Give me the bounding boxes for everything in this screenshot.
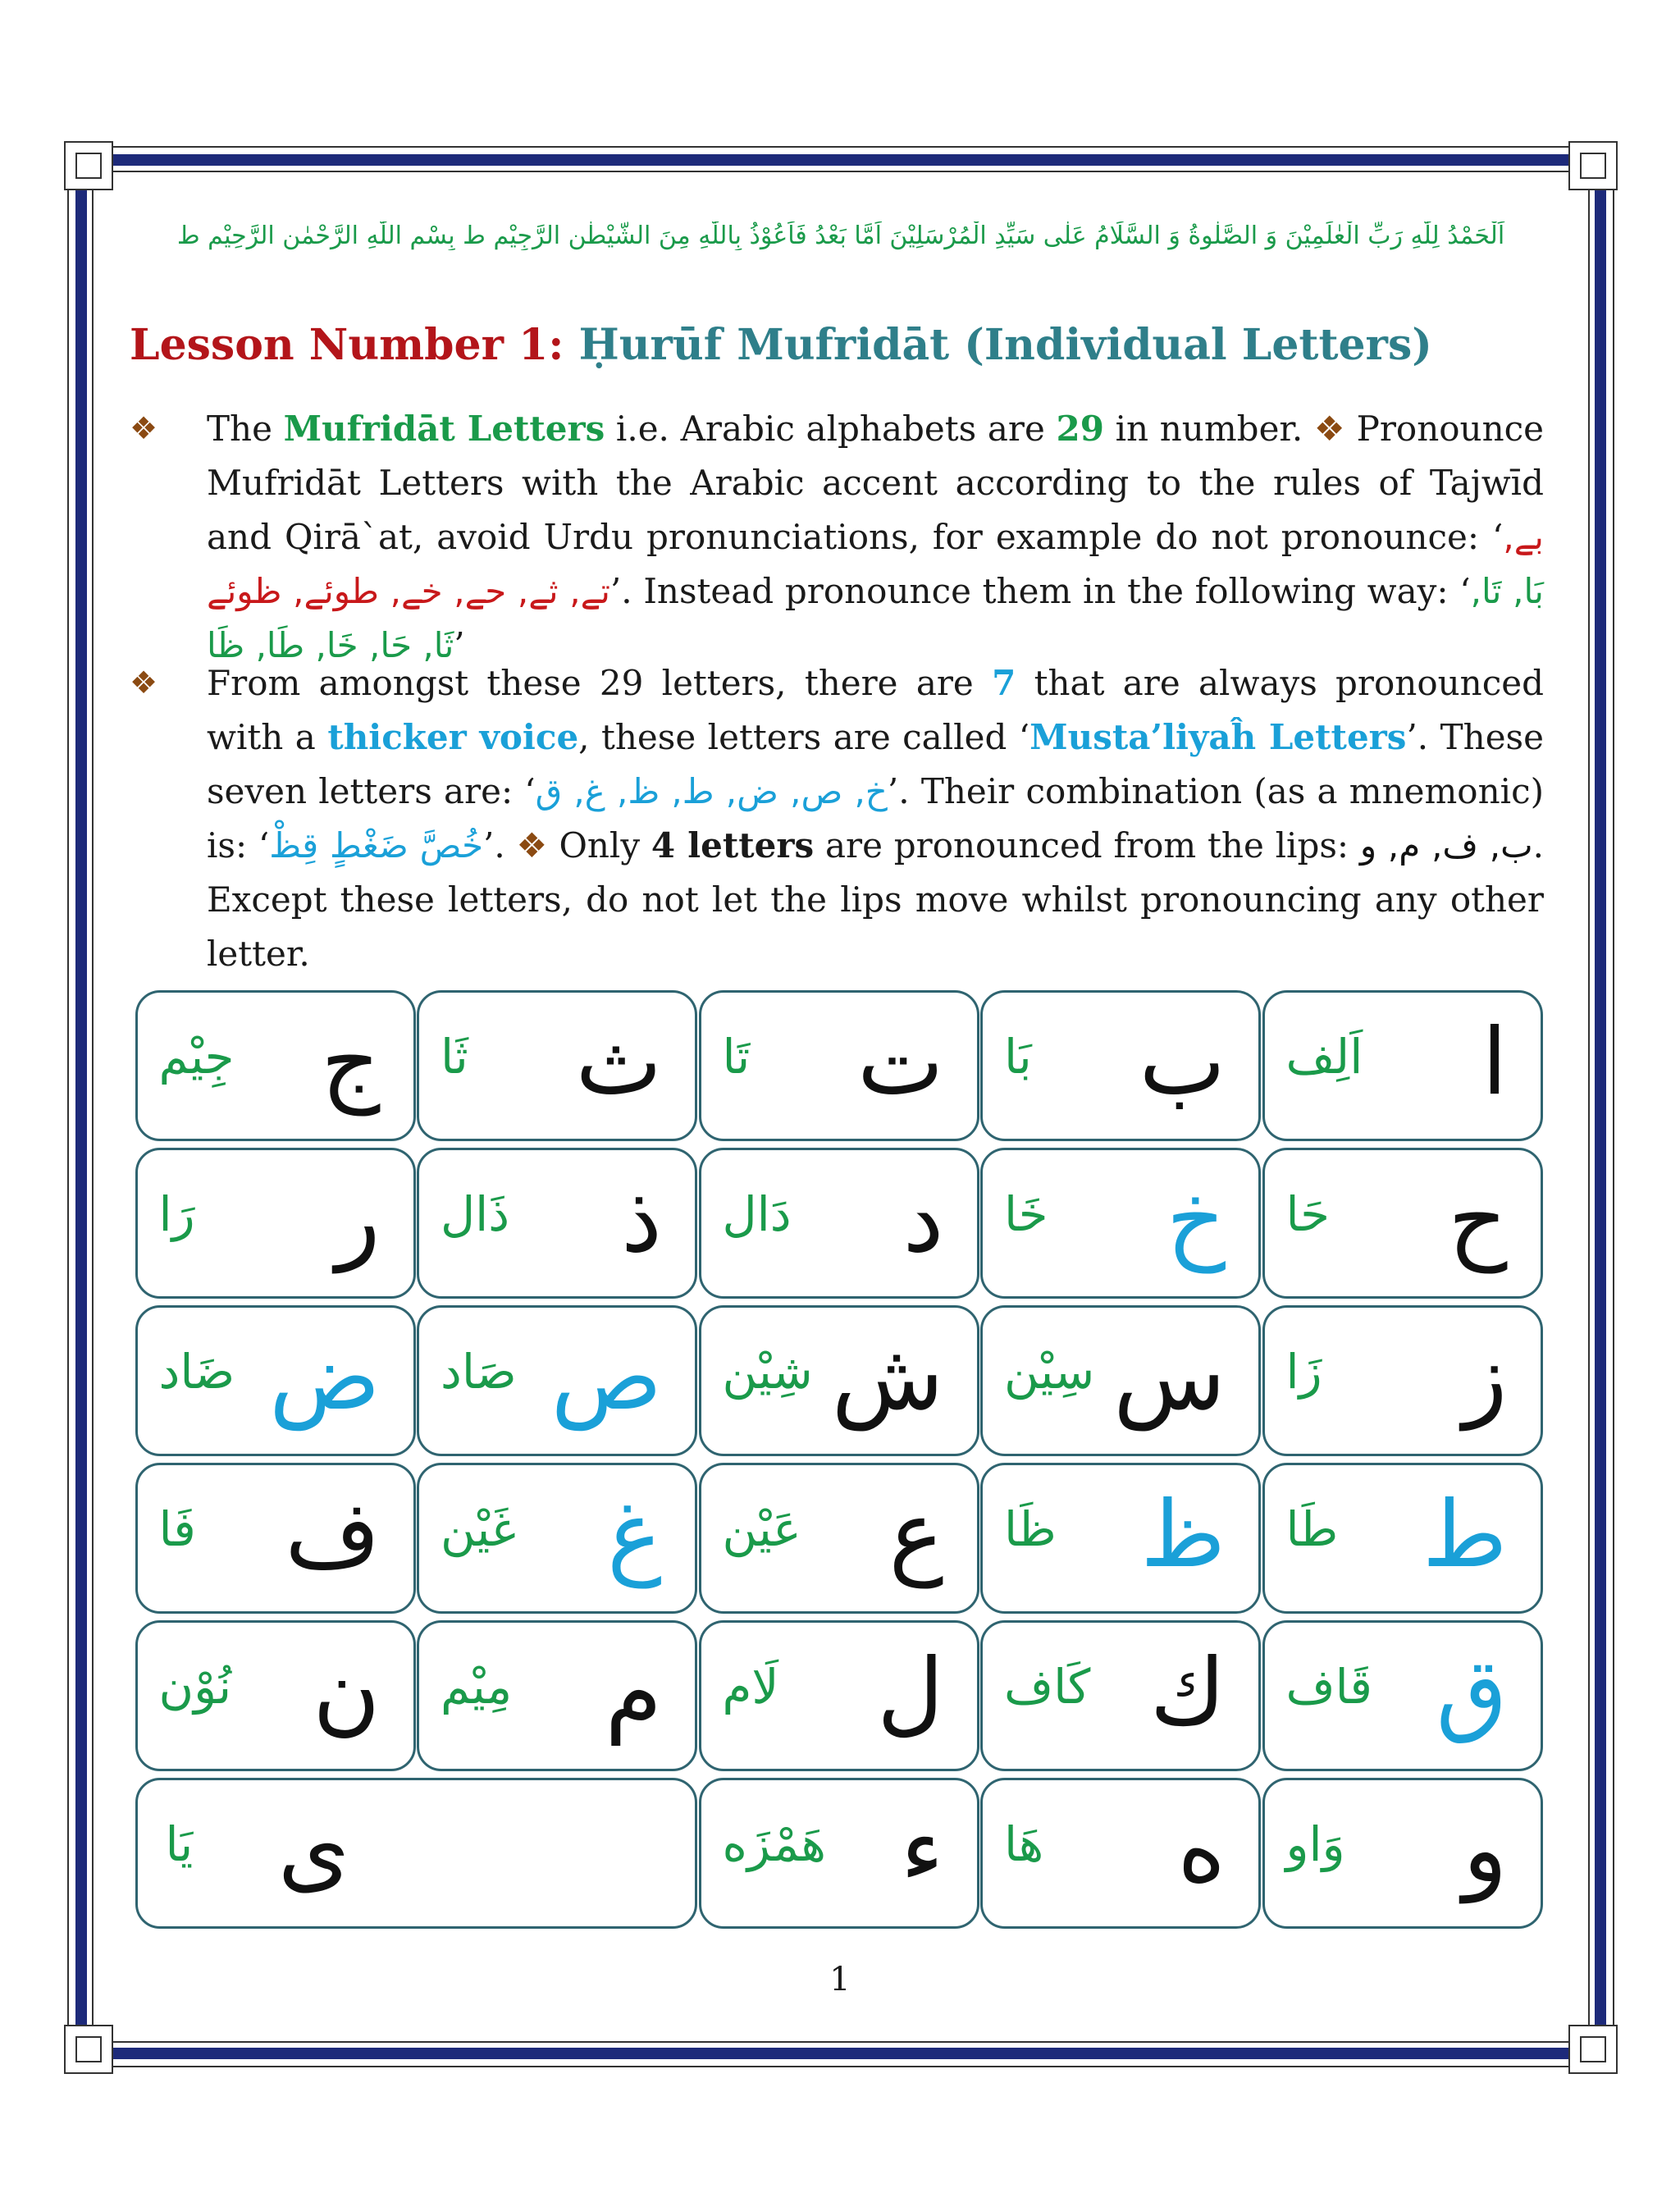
letter-glyph: ن	[313, 1639, 381, 1746]
page-title	[130, 320, 1432, 370]
letter-glyph: ع	[888, 1482, 944, 1588]
letter-glyph: خ	[1166, 1167, 1226, 1273]
letter-card	[980, 1778, 1261, 1929]
letter-name: طَا	[1285, 1501, 1339, 1557]
corner-ornament	[1568, 2025, 1618, 2074]
letter-glyph: ر	[336, 1167, 381, 1273]
letter-glyph: ف	[285, 1482, 381, 1588]
letter-glyph: ت	[857, 1009, 944, 1116]
page-number: 1	[829, 1961, 851, 1998]
letter-glyph: ض	[269, 1324, 381, 1431]
letter-glyph: د	[902, 1167, 944, 1273]
letter-name: ضَاد	[158, 1344, 235, 1400]
letter-card	[135, 1463, 416, 1614]
letter-glyph: ه	[1177, 1797, 1226, 1903]
letter-glyph: غ	[607, 1482, 662, 1588]
letter-glyph: ق	[1436, 1639, 1508, 1746]
letter-card	[980, 1305, 1261, 1456]
letter-name: بَا	[1004, 1029, 1032, 1085]
letter-name: زَا	[1285, 1344, 1322, 1400]
letter-card	[135, 1778, 697, 1929]
letter-name: قَاف	[1285, 1659, 1373, 1715]
letter-card	[1262, 1463, 1543, 1614]
letter-name: صَاد	[441, 1344, 517, 1400]
letter-name: ذَال	[441, 1186, 510, 1242]
letter-card	[417, 1305, 697, 1456]
letter-card	[417, 1620, 697, 1771]
paragraph-1: The Mufridāt Letters i.e. Arabic alphabets are 29 in number. ❖ Pronounce Mufridāt Letters with the Arabic accent according to the rules of Tajwīd and Qirā`at, avoid Urdu pronunciations, for example do not pronounce: ‘بے, تے, ثے, حے, خے, طوئے, ظوئے’. Instead pronounce them in the following way: ‘بَا, تَا, ثَا, حَا, خَا, طَا, ظَا’	[207, 409, 1545, 665]
letter-card	[1262, 990, 1543, 1141]
corner-ornament	[1568, 141, 1618, 190]
letter-glyph: ذ	[621, 1167, 662, 1273]
letter-name: كَاف	[1004, 1659, 1091, 1715]
letter-name: وَاو	[1285, 1816, 1345, 1872]
letter-name: هَمْزَه	[722, 1816, 827, 1872]
letter-glyph: ء	[900, 1797, 944, 1903]
letter-grid	[136, 990, 1544, 1930]
letter-name: ظَا	[1004, 1501, 1057, 1557]
letter-glyph: ظ	[1140, 1482, 1226, 1588]
bullet-icon: ❖	[130, 665, 158, 701]
letter-glyph: ل	[877, 1639, 944, 1746]
letter-name: اَلِف	[1285, 1029, 1363, 1085]
letter-card	[135, 1620, 416, 1771]
letter-name: ثَا	[441, 1029, 468, 1085]
letter-card	[980, 1463, 1261, 1614]
corner-ornament	[64, 141, 113, 190]
letter-glyph: و	[1463, 1797, 1508, 1903]
letter-name: نُوْن	[158, 1659, 232, 1715]
letter-name: يَا	[165, 1816, 194, 1872]
letter-card	[699, 1463, 979, 1614]
letter-name: رَا	[158, 1186, 195, 1242]
letter-name: جِيْم	[158, 1029, 235, 1085]
letter-name: عَيْن	[722, 1501, 801, 1557]
letter-card	[699, 1620, 979, 1771]
letter-name: حَا	[1285, 1186, 1331, 1242]
letter-name: فَا	[158, 1501, 196, 1557]
diamond-icon: ❖	[516, 825, 548, 866]
corner-ornament	[64, 2025, 113, 2074]
letter-card	[1262, 1148, 1543, 1299]
letter-card	[417, 990, 697, 1141]
letter-card	[1262, 1305, 1543, 1456]
letter-glyph: ث	[575, 1009, 662, 1116]
letter-card	[980, 990, 1261, 1141]
letter-glyph: ب	[1139, 1009, 1226, 1116]
letter-glyph: ج	[321, 1009, 381, 1116]
letter-name: تَا	[722, 1029, 751, 1085]
letter-name: دَال	[722, 1186, 792, 1242]
letter-card	[980, 1620, 1261, 1771]
letter-name: لَام	[722, 1659, 779, 1715]
letter-glyph: ی	[277, 1797, 350, 1903]
title-prefix: Lesson Number 1:	[130, 320, 579, 370]
letter-glyph: ص	[550, 1324, 662, 1431]
letter-glyph: ش	[831, 1324, 944, 1431]
bullet-icon: ❖	[130, 410, 158, 446]
paragraph-2: From amongst these 29 letters, there are 7 that are always pronounced with a thicker voice, these letters are called ‘Musta’liyaĥ Letters’. These seven letters are: ‘خ, ص, ض, ط, ظ, غ, ق’. Their combination (as a mnemonic) is: ‘خُصَّ ضَغْطٍ قِظْ’. ❖ Only 4 letters are pronounced from the lips: ب, ف, م, و. Except these letters, do not let the lips move whilst pronouncing any other letter.	[207, 663, 1545, 974]
letter-glyph: ا	[1481, 1009, 1508, 1116]
letter-glyph: ك	[1149, 1639, 1226, 1746]
letter-card	[699, 1148, 979, 1299]
letter-name: غَيْن	[441, 1501, 516, 1557]
letter-card	[135, 1148, 416, 1299]
letter-name: شِيْن	[722, 1344, 813, 1400]
letter-glyph: ط	[1422, 1482, 1508, 1588]
letter-card	[699, 990, 979, 1141]
letter-card	[1262, 1620, 1543, 1771]
letter-card	[417, 1463, 697, 1614]
letter-card	[135, 1305, 416, 1456]
letter-card	[980, 1148, 1261, 1299]
letter-glyph: ح	[1448, 1167, 1508, 1273]
diamond-icon: ❖	[1313, 409, 1345, 449]
letter-name: مِيْم	[441, 1659, 513, 1715]
letter-card	[699, 1778, 979, 1929]
letter-card	[699, 1305, 979, 1456]
letter-glyph: ز	[1463, 1324, 1508, 1431]
letter-name: سِيْن	[1004, 1344, 1095, 1400]
letter-card	[1262, 1778, 1543, 1929]
letter-name: هَا	[1004, 1816, 1044, 1872]
letter-name: خَا	[1004, 1186, 1048, 1242]
letter-card	[417, 1148, 697, 1299]
letter-card	[135, 990, 416, 1141]
title-main: Ḥurūf Mufridāt (Individual Letters)	[578, 320, 1432, 370]
invocation-header: اَلْحَمْدُ لِلّٰهِ رَبِّ الْعٰلَمِيْنَ وَ الصَّلٰوةُ وَ السَّلَامُ عَلٰى سَيِّدِ الْمُرْسَلِيْنَ اَمَّا بَعْدُ فَاَعُوْذُ بِاللّٰهِ مِنَ الشَّيْطٰنِ الرَّجِيْمِ ط بِسْمِ اللّٰهِ الرَّحْمٰنِ الرَّحِيْمِ ط	[176, 222, 1505, 250]
letter-glyph: م	[605, 1639, 662, 1746]
letter-glyph: س	[1113, 1324, 1226, 1431]
